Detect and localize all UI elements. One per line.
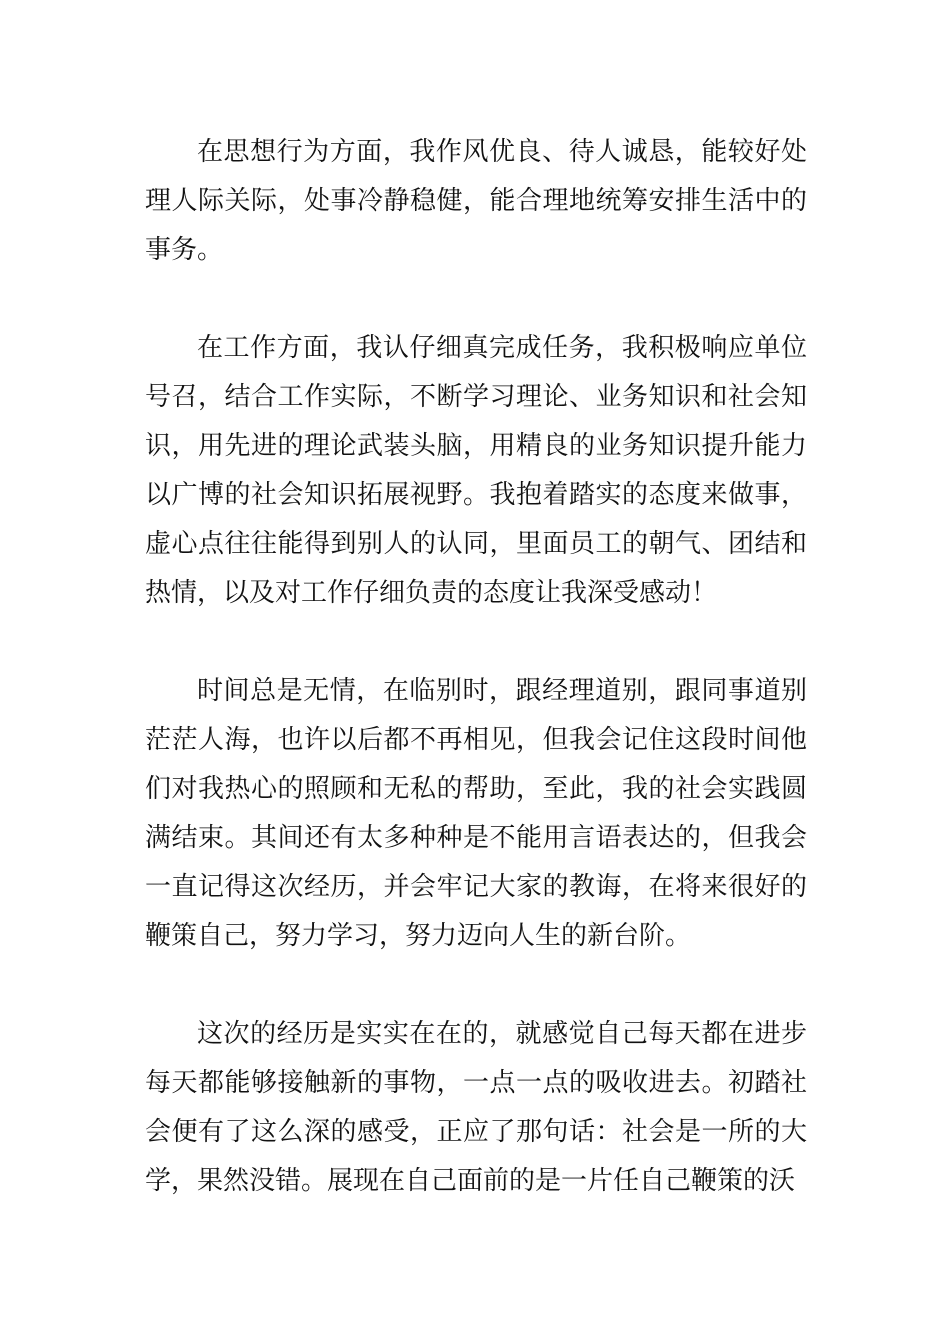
paragraph-farewell: 时间总是无情，在临别时，跟经理道别，跟同事道别茫茫人海，也许以后都不再相见，但我会记住这段时间他们对我热心的照顾和无私的帮助，至此，我的社会实践圆满结束。其间还有太多种种是不能用言语表达的，但我会一直记得这次经历，并会牢记大家的教诲，在将来很好的鞭策自己，努力学习，努力迈向人生的新台阶。 [145,676,807,951]
document-body [145,128,807,1255]
paragraph-conduct: 在思想行为方面，我作风优良、待人诚恳，能较好处理人际关际，处事冷静稳健，能合理地统筹安排生活中的事务。 [145,137,807,265]
paragraph-work: 在工作方面，我认仔细真完成任务，我积极响应单位号召，结合工作实际，不断学习理论、业务知识和社会知识，用先进的理论武装头脑，用精良的业务知识提升能力以广博的社会知识拓展视野。我抱着踏实的态度来做事，虚心点往往能得到别人的认同，里面员工的朝气、团结和热情，以及对工作仔细负责的态度让我深受感动！ [145,333,807,608]
paragraph-experience: 这次的经历是实实在在的，就感觉自己每天都在进步每天都能够接触新的事物，一点一点的吸收进去。初踏社会便有了这么深的感受，正应了那句话：社会是一所的大学，果然没错。展现在自己面前的是一片任自己鞭策的沃 [145,1019,807,1196]
